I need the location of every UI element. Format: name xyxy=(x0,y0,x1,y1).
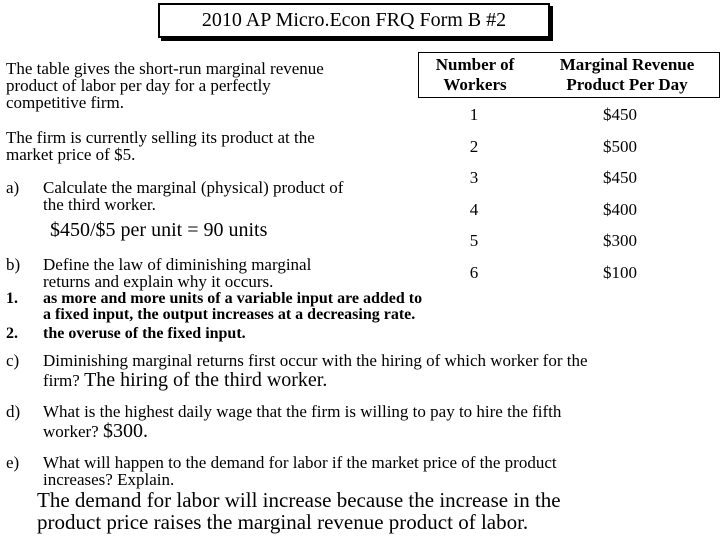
intro-paragraph-2 xyxy=(6,129,315,163)
cell-workers: 5 xyxy=(469,231,479,250)
question-d-label: d) xyxy=(6,402,21,421)
question-b-text: Define the law of diminishing marginal returns and explain why it occurs. xyxy=(43,255,312,291)
mrp-table xyxy=(418,52,720,296)
header-mrp: Marginal Revenue Product Per Day xyxy=(559,55,695,94)
question-b-label: b) xyxy=(6,255,21,274)
table-header xyxy=(418,52,720,98)
cell-workers: 6 xyxy=(469,263,479,282)
answer-c: The hiring of the third worker. xyxy=(84,369,328,391)
intro-paragraph-1 xyxy=(6,60,324,111)
intro-line: The firm is currently selling its product at the xyxy=(6,128,315,147)
answer-e: The demand for labor will increase because the increase in the product price raises the marginal revenue product of labor. xyxy=(37,488,561,534)
question-e-label: e) xyxy=(6,453,20,472)
question-e-text: What will happen to the demand for labor if the market price of the product increases? Explain. xyxy=(43,453,557,489)
question-a-text: Calculate the marginal (physical) product of the third worker. xyxy=(43,178,344,214)
cell-mrp: $400 xyxy=(603,200,637,219)
answer-a: $450/$5 per unit = 90 units xyxy=(50,219,268,241)
cell-mrp: $450 xyxy=(603,168,637,187)
answer-b2: the overuse of the fixed input. xyxy=(43,325,246,342)
intro-line: market price of $5. xyxy=(6,145,136,164)
question-d-text: What is the highest daily wage that the firm is willing to pay to hire the fifth worker? $300. xyxy=(43,402,562,442)
cell-workers: 3 xyxy=(469,168,479,187)
intro-line: product of labor per day for a perfectly xyxy=(6,76,271,95)
answer-b1-label: 1. xyxy=(6,290,18,307)
cell-mrp: $100 xyxy=(603,263,637,282)
intro-line: competitive firm. xyxy=(6,93,125,112)
cell-workers: 2 xyxy=(469,137,479,156)
page-title: 2010 AP Micro.Econ FRQ Form B #2 xyxy=(158,3,550,38)
cell-mrp: $300 xyxy=(603,231,637,250)
intro-line: The table gives the short-run marginal revenue xyxy=(6,59,324,78)
answer-d: $300. xyxy=(102,420,148,442)
answer-b1: as more and more units of a variable input are added to a fixed input, the output increases at a decreasing rate. xyxy=(43,290,423,323)
question-c-label: c) xyxy=(6,351,20,370)
answer-b2-label: 2. xyxy=(6,325,18,342)
question-c-text: Diminishing marginal returns first occur with the hiring of which worker for the firm? The hiring of the third worker. xyxy=(43,351,588,391)
cell-workers: 4 xyxy=(469,200,479,219)
cell-mrp: $500 xyxy=(603,137,637,156)
cell-workers: 1 xyxy=(469,105,479,124)
header-workers: Number of Workers xyxy=(435,55,515,94)
question-a-label: a) xyxy=(6,178,20,197)
cell-mrp: $450 xyxy=(603,105,637,124)
